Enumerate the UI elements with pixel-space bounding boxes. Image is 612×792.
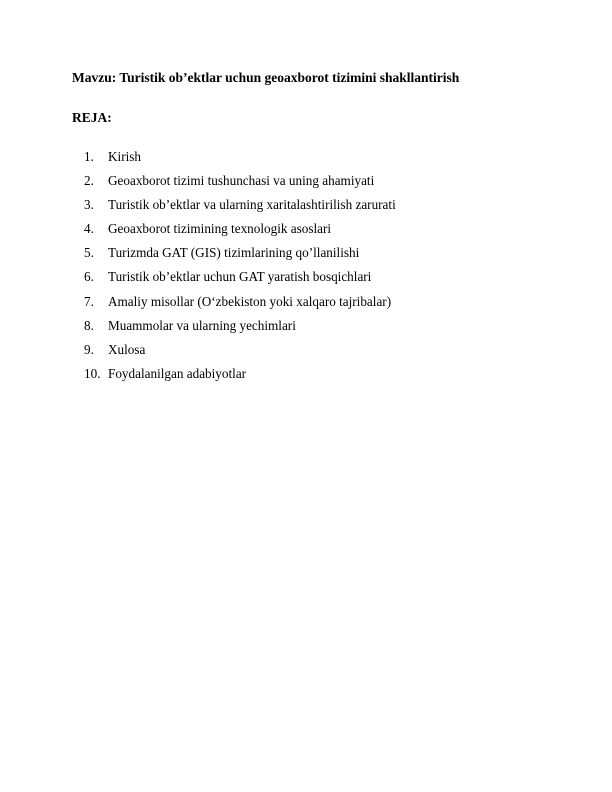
plan-item-text: Geoaxborot tizimi tushunchasi va uning ahamiyati — [108, 173, 375, 189]
plan-item-text: Turizmda GAT (GIS) tizimlarining qo’llanilishi — [108, 245, 360, 261]
plan-item-3 — [84, 197, 396, 221]
plan-item-text: Amaliy misollar (O‘zbekiston yoki xalqaro tajribalar) — [108, 293, 392, 309]
plan-item-number: 5. — [84, 245, 94, 261]
plan-item-8 — [84, 318, 396, 342]
plan-item-number: 9. — [84, 341, 94, 357]
plan-item-5 — [84, 245, 396, 269]
plan-item-number: 6. — [84, 269, 94, 285]
plan-item-number: 7. — [84, 293, 94, 309]
plan-item-4 — [84, 221, 396, 245]
plan-item-text: Kirish — [108, 149, 141, 164]
plan-item-number: 2. — [84, 173, 94, 189]
plan-list — [84, 149, 396, 390]
plan-item-text: Muammolar va ularning yechimlari — [108, 317, 296, 333]
plan-item-text: Xulosa — [108, 341, 146, 357]
plan-item-text: Geoaxborot tizimining texnologik asoslari — [108, 221, 332, 237]
plan-heading: REJA: — [72, 110, 112, 125]
plan-item-number: 1. — [84, 149, 94, 164]
plan-item-text: Turistik ob’ektlar uchun GAT yaratish bosqichlari — [108, 269, 372, 285]
plan-item-number: 10. — [84, 365, 101, 381]
plan-item-7 — [84, 294, 396, 318]
plan-item-number: 3. — [84, 197, 94, 213]
plan-item-text: Foydalanilgan adabiyotlar — [108, 365, 247, 381]
plan-item-2 — [84, 173, 396, 197]
plan-item-number: 8. — [84, 317, 94, 333]
plan-item-9 — [84, 342, 396, 366]
document-title: Mavzu: Turistik ob’ektlar uchun geoaxborot tizimini shakllantirish — [72, 70, 460, 85]
plan-item-6 — [84, 269, 396, 293]
plan-item-10 — [84, 366, 396, 390]
plan-item-text: Turistik ob’ektlar va ularning xaritalashtirilish zarurati — [108, 197, 396, 213]
plan-item-1 — [84, 149, 396, 173]
plan-item-number: 4. — [84, 221, 94, 237]
